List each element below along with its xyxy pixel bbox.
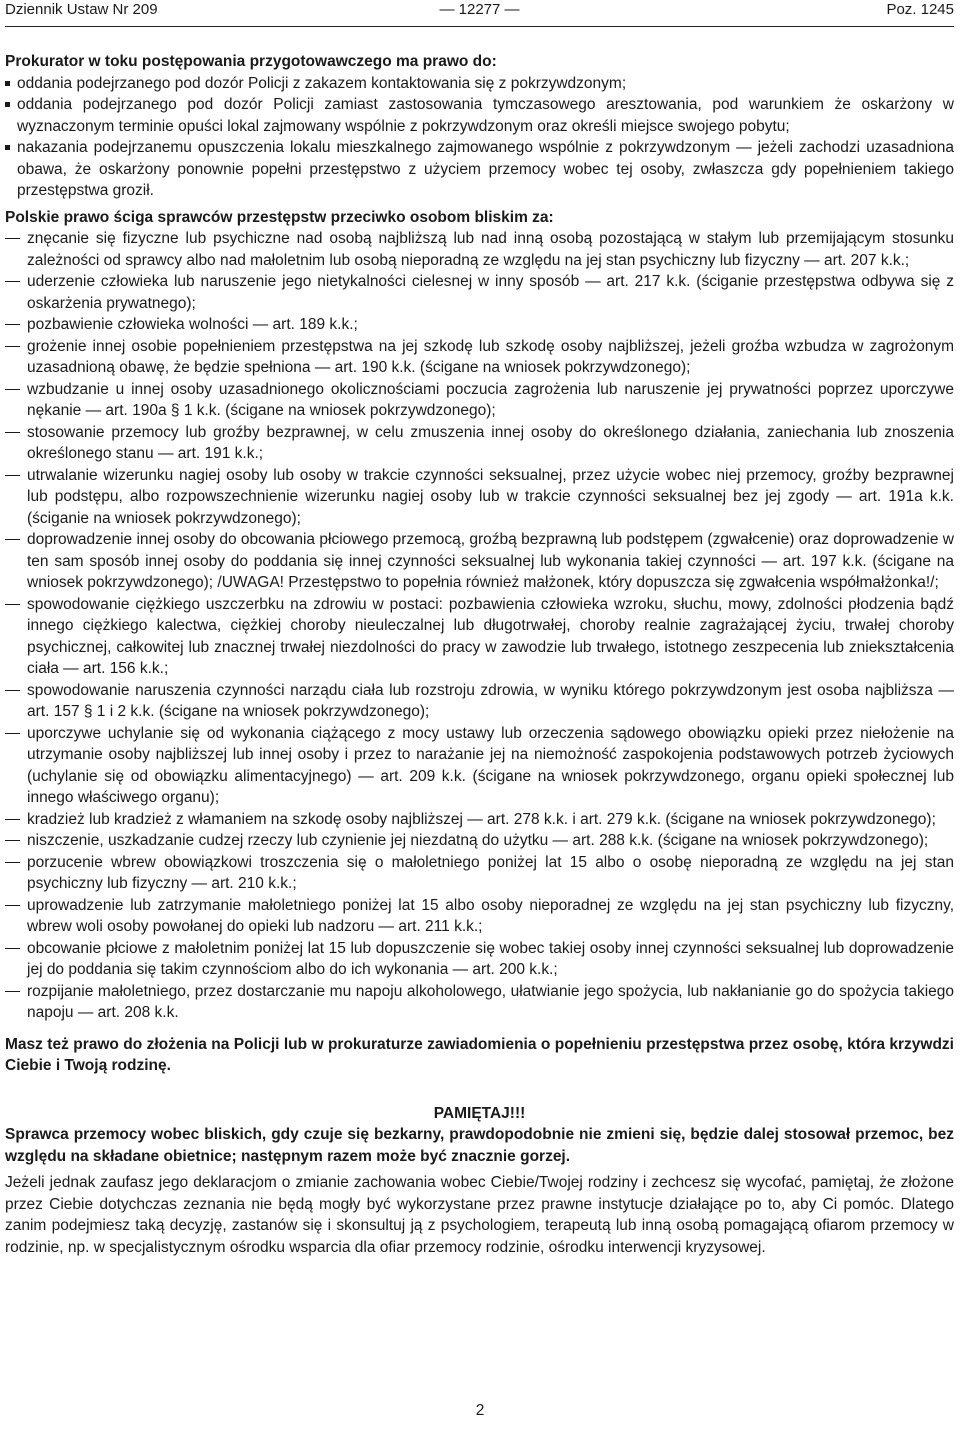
list-item: stosowanie przemocy lub groźby bezprawnej, w celu zmuszenia innej osoby do określonego działania, zaniechania lub znoszenia określonego stanu — art. 191 k.k.; <box>5 422 954 465</box>
dash-bullet-icon <box>5 389 20 390</box>
list-item: doprowadzenie innej osoby do obcowania płciowego przemocą, groźbą bezprawną lub podstępem (zgwałcenie) oraz doprowadzenie w ten sam sposób innej osoby do poddania się innej czynności seksualnej lub wykonania takiej czynności — art. 197 k.k. (ścigane na wniosek pokrzywdzonego); /UWAGA! Przestępstwo to popełnia również małżonek, który dopuszcza się zgwałcenia współmałżonka!/; <box>5 529 954 594</box>
list-item: nakazania podejrzanemu opuszczenia lokalu mieszkalnego zajmowanego wspólnie z pokrzywdzonym — jeżeli zachodzi uzasadniona obawa, że oskarżony ponownie popełni przestępstwo z użyciem przemocy wobec tej osoby, zwłaszcza gdy popełnieniem takiego przestępstwa groził. <box>5 137 954 202</box>
list-item: pozbawienie człowieka wolności — art. 189 k.k.; <box>5 314 954 336</box>
final-paragraph: Jeżeli jednak zaufasz jego deklaracjom o zmianie zachowania wobec Ciebie/Twojej rodziny i zechcesz się wycofać, pamiętaj, że złożone przez Ciebie dotychczas zeznania nie będą mogły być wykorzystane przez prawne instytucje działające po to, aby Ci pomóc. Dlatego zanim podejmiesz taką decyzję, zastanów się i skonsultuj ją z psychologiem, terapeutą lub inną osobą pomagającą ofiarom przemocy w rodzinie, np. w specjalistycznym ośrodku wsparcia dla ofiar przemocy rodzinie, ośrodku interwencji kryzysowej. <box>5 1174 954 1256</box>
square-bullet-icon <box>5 145 10 150</box>
law-heading: Polskie prawo ściga sprawców przestępstw przeciwko osobom bliskim za: <box>5 208 554 226</box>
list-item: oddania podejrzanego pod dozór Policji zamiast zastosowania tymczasowego aresztowania, pod warunkiem że oskarżony w wyznaczonym terminie opuści lokal zajmowany wspólnie z pokrzywdzonym oraz określi miejsce swojego pobytu; <box>5 94 954 137</box>
document-body <box>5 51 954 1258</box>
dash-bullet-icon <box>5 539 20 540</box>
list-item: obcowanie płciowe z małoletnim poniżej lat 15 lub dopuszczenie się wobec takiej osoby innej czynności seksualnej lub doprowadzenie jej do poddania się takim czynnościom albo do ich wykonania — art. 200 k.k.; <box>5 938 954 981</box>
list-item: porzucenie wbrew obowiązkowi troszczenia się o małoletniego poniżej lat 15 albo o osobę nieporadną ze względu na jej stan psychiczny lub fizyczny — art. 210 k.k.; <box>5 852 954 895</box>
square-bullet-icon <box>5 81 10 86</box>
page-number-center: — 12277 — <box>439 1 520 18</box>
dash-bullet-icon <box>5 238 20 239</box>
list-item: utrwalanie wizerunku nagiej osoby lub osoby w trakcie czynności seksualnej, przez użycie wobec niej przemocy, groźby bezprawnej lub podstępu, albo rozpowszechnienie wizerunku nagiej osoby lub w trakcie czynności seksualnej bez jej zgody — art. 191a k.k. (ściganie na wniosek pokrzywdzonego); <box>5 465 954 530</box>
list-item: uprowadzenie lub zatrzymanie małoletniego poniżej lat 15 albo osoby nieporadnej ze względu na jej stan psychiczny lub fizyczny, wbrew woli osoby powołanej do opieki lub nadzoru — art. 211 k.k.; <box>5 895 954 938</box>
list-item: grożenie innej osobie popełnieniem przestępstwa na jej szkodę lub szkodę osoby najbliższej, jeżeli groźba wzbudza w zagrożonym uzasadnioną obawę, że będzie spełniona — art. 190 k.k. (ścigane na wniosek pokrzywdzonego); <box>5 336 954 379</box>
remember-paragraph: Sprawca przemocy wobec bliskich, gdy czuje się bezkarny, prawdopodobnie nie zmieni się, będzie dalej stosował przemoc, bez względu na składane obietnice; następnym razem może być znacznie gorzej. <box>5 1126 954 1165</box>
page-number: 2 <box>475 1402 485 1419</box>
list-item: spowodowanie ciężkiego uszczerbku na zdrowiu w postaci: pozbawienia człowieka wzroku, słuchu, mowy, zdolności płodzenia bądź innego ciężkiego kalectwa, ciężkiej choroby nieuleczalnej lub długotrwałej, choroby realnie zagrażającej życiu, trwałej choroby psychicznej, całkowitej lub znacznej trwałej niezdolności do pracy w zawodzie lub trwałego, istotnego zeszpecenia lub zniekształcenia ciała — art. 156 k.k.; <box>5 594 954 680</box>
list-item: uderzenie człowieka lub naruszenie jego nietykalności cielesnej w inny sposób — art. 217 k.k. (ściganie przestępstwa odbywa się z oskarżenia prywatnego); <box>5 271 954 314</box>
dash-bullet-icon <box>5 281 20 282</box>
notice-paragraph: Masz też prawo do złożenia na Policji lub w prokuraturze zawiadomienia o popełnieniu przestępstwa przez osobę, która krzywdzi Ciebie i Twoją rodzinę. <box>5 1035 954 1074</box>
dash-bullet-icon <box>5 948 20 949</box>
list-item: spowodowanie naruszenia czynności narządu ciała lub rozstroju zdrowia, w wyniku którego pokrzywdzonym jest osoba najbliższa — art. 157 § 1 i 2 k.k. (ścigane na wniosek pokrzywdzonego); <box>5 680 954 723</box>
dash-bullet-icon <box>5 991 20 992</box>
list-item: oddania podejrzanego pod dozór Policji z zakazem kontaktowania się z pokrzywdzonym; <box>5 73 954 95</box>
dash-bullet-icon <box>5 346 20 347</box>
dash-bullet-icon <box>5 840 20 841</box>
dash-bullet-icon <box>5 690 20 691</box>
square-bullet-icon <box>5 102 10 107</box>
list-item: kradzież lub kradzież z włamaniem na szkodę osoby najbliższej — art. 278 k.k. i art. 279 k.k. (ścigane na wniosek pokrzywdzonego); <box>5 809 954 831</box>
list-item: wzbudzanie u innej osoby uzasadnionego okolicznościami poczucia zagrożenia lub naruszenie jej prywatności poprzez uporczywe nękanie — art. 190a § 1 k.k. (ścigane na wniosek pokrzywdzonego); <box>5 379 954 422</box>
dash-bullet-icon <box>5 324 20 325</box>
offences-list <box>5 228 954 1024</box>
dash-bullet-icon <box>5 432 20 433</box>
prosecutor-rights-list <box>5 73 954 202</box>
page-header <box>5 0 954 27</box>
dash-bullet-icon <box>5 733 20 734</box>
dash-bullet-icon <box>5 905 20 906</box>
list-item: niszczenie, uszkadzanie cudzej rzeczy lub czynienie jej niezdatną do użytku — art. 288 k.k. (ścigane na wniosek pokrzywdzonego); <box>5 830 954 852</box>
journal-title: Dziennik Ustaw Nr 209 <box>5 1 158 18</box>
dash-bullet-icon <box>5 604 20 605</box>
remember-heading: PAMIĘTAJ!!! <box>433 1104 526 1122</box>
position-label: Poz. 1245 <box>886 1 954 18</box>
prosecutor-heading: Prokurator w toku postępowania przygotowawczego ma prawo do: <box>5 53 497 70</box>
list-item: uporczywe uchylanie się od wykonania ciążącego z mocy ustawy lub orzeczenia sądowego obowiązku opieki przez niełożenie na utrzymanie osoby najbliższej lub innej osoby i przez to narażanie jej na niemożność zaspokojenia podstawowych potrzeb życiowych (uchylanie się od obowiązku alimentacyjnego) — art. 209 k.k. (ścigane na wniosek pokrzywdzonego, organu opieki społecznej lub innego właściwego organu); <box>5 723 954 809</box>
dash-bullet-icon <box>5 819 20 820</box>
dash-bullet-icon <box>5 862 20 863</box>
list-item: rozpijanie małoletniego, przez dostarczanie mu napoju alkoholowego, ułatwianie jego spożycia, lub nakłanianie go do spożycia takiego napoju — art. 208 k.k. <box>5 981 954 1024</box>
list-item: znęcanie się fizyczne lub psychiczne nad osobą najbliższą lub nad inną osobą pozostającą w stałym lub przemijającym stosunku zależności od sprawcy albo nad małoletnim lub osobą nieporadną ze względu na jej stan psychiczny lub fizyczny — art. 207 k.k.; <box>5 228 954 271</box>
dash-bullet-icon <box>5 475 20 476</box>
